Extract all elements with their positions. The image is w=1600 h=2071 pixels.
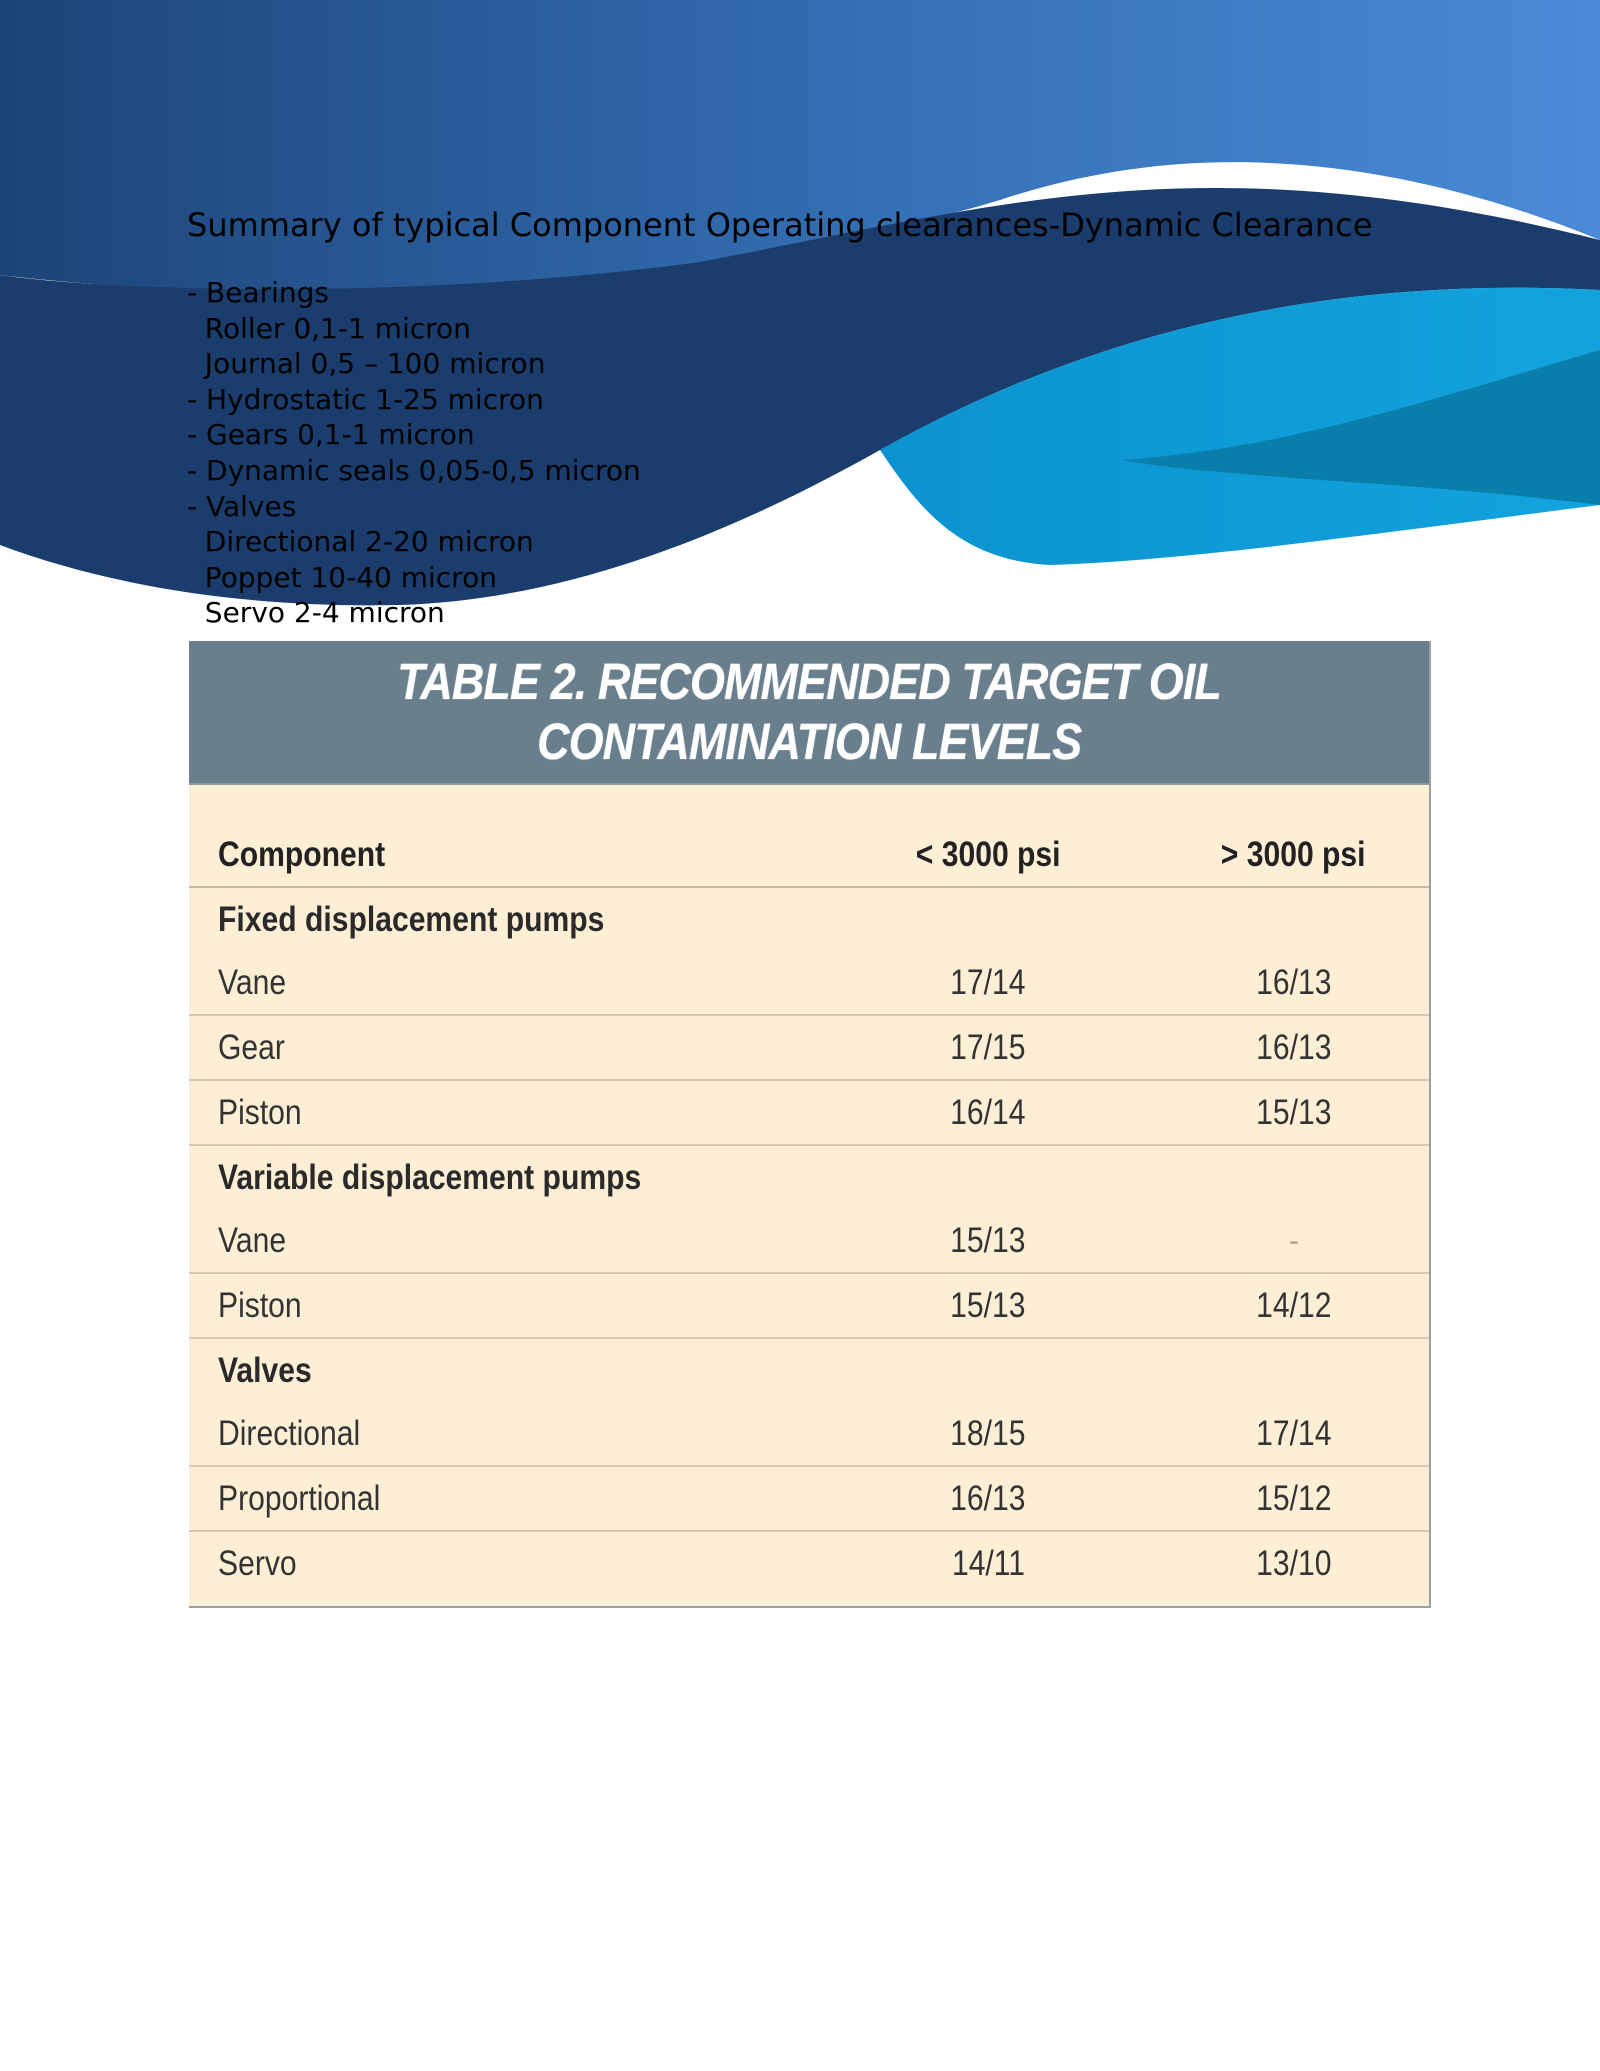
- contamination-table-figure: [189, 641, 1431, 1608]
- cell-low-pressure: 15/13: [818, 1209, 1158, 1273]
- list-item: - Bearings: [187, 276, 329, 309]
- list-item: Poppet 10-40 micron: [187, 560, 497, 594]
- list-item: Directional 2-20 micron: [187, 525, 534, 559]
- cell-low-pressure: 16/13: [818, 1466, 1158, 1531]
- cell-high-pressure: 14/12: [1158, 1273, 1429, 1338]
- table-title: [189, 641, 1429, 785]
- contamination-table: [189, 823, 1429, 1595]
- cell-component: Piston: [189, 1080, 818, 1145]
- cell-high-pressure: 16/13: [1158, 1015, 1429, 1080]
- table-row: [189, 1209, 1429, 1273]
- list-item: Roller 0,1-1 micron: [187, 311, 471, 345]
- cell-low-pressure: 14/11: [951, 1543, 1025, 1583]
- group-row: [189, 887, 1429, 951]
- table-row: [189, 1531, 1429, 1595]
- list-item: - Gears 0,1-1 micron: [187, 418, 475, 452]
- group-label: Fixed displacement pumps: [218, 899, 605, 939]
- clearance-summary: [187, 205, 1387, 631]
- cell-component: Vane: [189, 1209, 818, 1273]
- col-header-component: Component: [189, 823, 818, 887]
- table-title-line-2: CONTAMINATION LEVELS: [536, 713, 1082, 770]
- cell-component: Directional: [189, 1402, 818, 1466]
- group-row: [189, 1338, 1429, 1402]
- cell-high-pressure: 16/13: [1158, 951, 1429, 1015]
- table-row: [189, 1466, 1429, 1531]
- cell-component: Piston: [189, 1273, 818, 1338]
- list-item: Servo 2-4 micron: [187, 596, 445, 630]
- table-header-row: [189, 823, 1429, 887]
- table-row: [189, 1080, 1429, 1145]
- cell-component: Gear: [189, 1015, 818, 1080]
- cell-low-pressure: 16/14: [818, 1080, 1158, 1145]
- group-label: Valves: [218, 1350, 312, 1390]
- cell-component: Vane: [189, 951, 818, 1015]
- table-row: [189, 1402, 1429, 1466]
- col-header-low-pressure: < 3000 psi: [818, 823, 1158, 887]
- table-row: [189, 1273, 1429, 1338]
- cell-low-pressure: 17/14: [818, 951, 1158, 1015]
- cell-low-pressure: 18/15: [818, 1402, 1158, 1466]
- table-row: [189, 951, 1429, 1015]
- table-row: [189, 1015, 1429, 1080]
- cell-low-pressure: 15/13: [818, 1273, 1158, 1338]
- col-header-high-pressure: > 3000 psi: [1158, 823, 1429, 887]
- list-item: Journal 0,5 – 100 micron: [187, 347, 546, 381]
- summary-title: Summary of typical Component Operating clearances-Dynamic Clearance: [187, 206, 1373, 244]
- cell-high-pressure: 15/12: [1158, 1466, 1429, 1531]
- list-item: - Valves: [187, 489, 297, 523]
- list-item: - Hydrostatic 1-25 micron: [187, 382, 544, 416]
- cell-high-pressure: 13/10: [1255, 1543, 1332, 1583]
- group-label: Variable displacement pumps: [218, 1157, 642, 1197]
- table-title-line-1: TABLE 2. RECOMMENDED TARGET OIL: [397, 653, 1221, 710]
- cell-high-pressure: 15/13: [1158, 1080, 1429, 1145]
- cell-high-pressure: 17/14: [1158, 1402, 1429, 1466]
- cell-low-pressure: 17/15: [818, 1015, 1158, 1080]
- cell-high-pressure: -: [1158, 1209, 1429, 1273]
- cell-component: Proportional: [189, 1466, 818, 1531]
- list-item: - Dynamic seals 0,05-0,5 micron: [187, 453, 641, 487]
- clearance-list: [187, 275, 1387, 631]
- cell-component: Servo: [218, 1543, 297, 1583]
- group-row: [189, 1145, 1429, 1209]
